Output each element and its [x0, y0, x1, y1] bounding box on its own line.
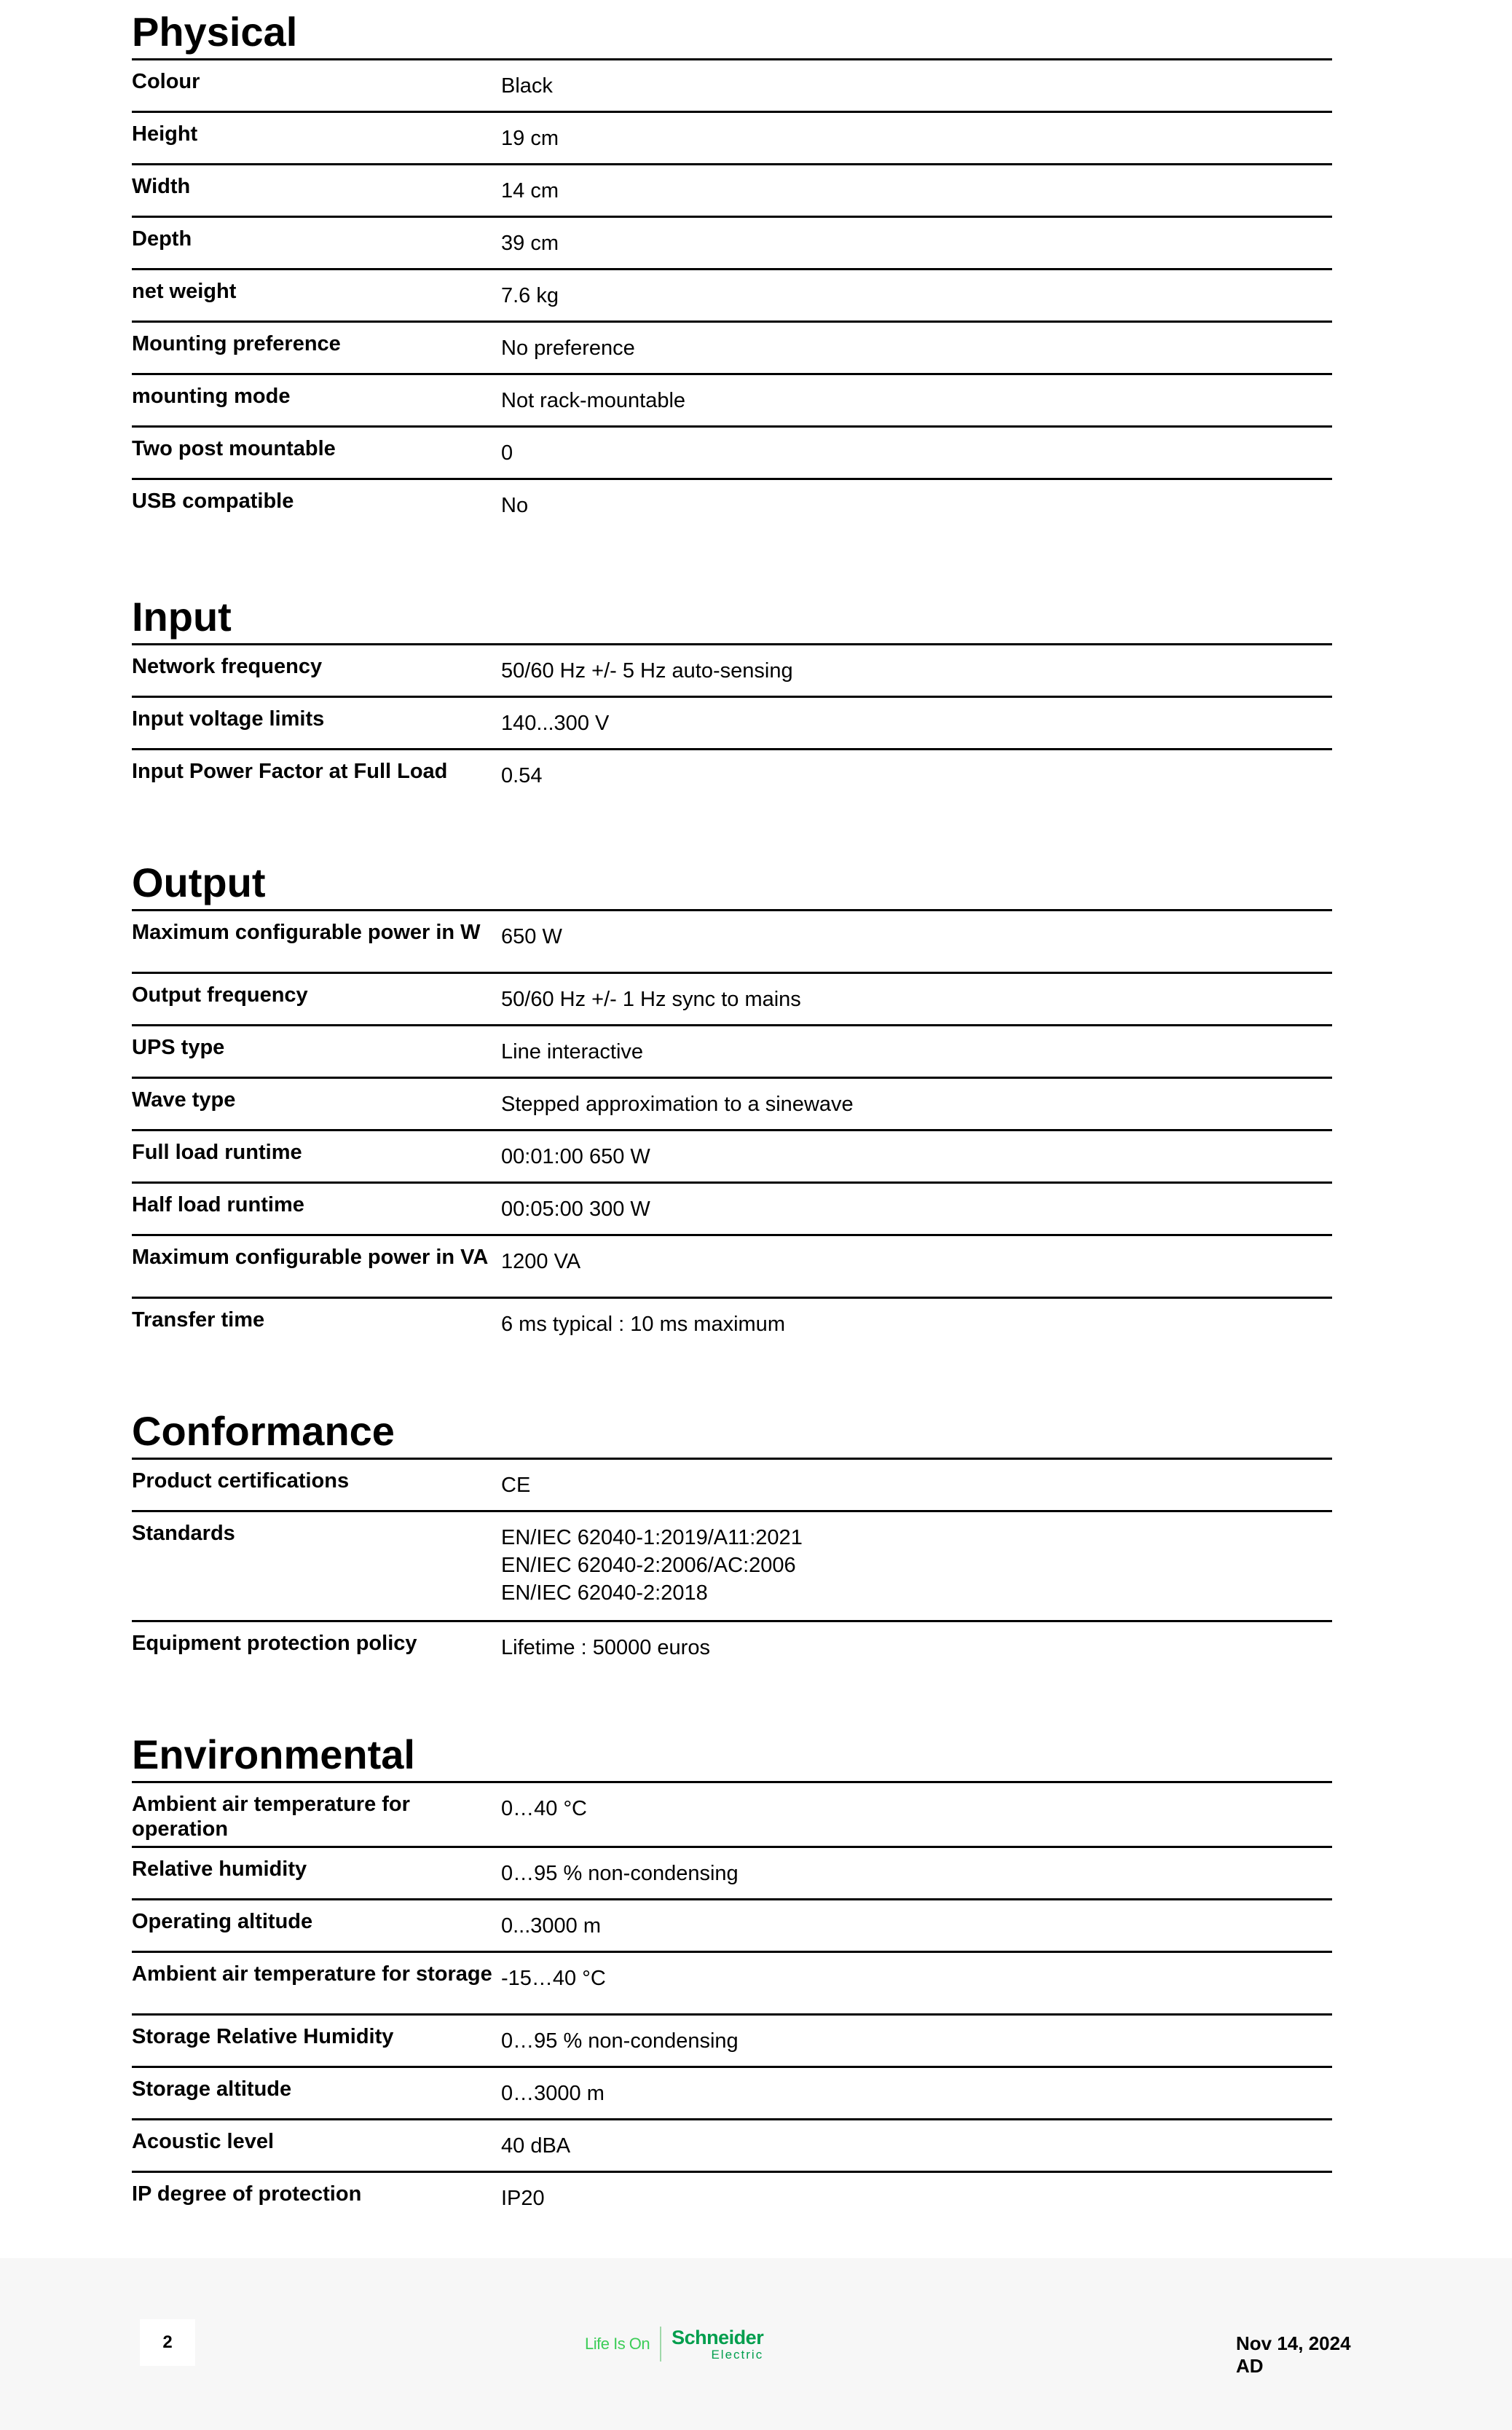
footer-date-block	[1236, 2332, 1351, 2378]
spec-row	[132, 60, 1332, 113]
spec-label: Full load runtime	[132, 1141, 302, 1164]
spec-value: -15…40 °C	[501, 1967, 606, 1990]
spec-value: 00:05:00 300 W	[501, 1198, 650, 1221]
spec-label: Ambient air temperature for storage	[132, 1962, 492, 1986]
spec-value: 0…3000 m	[501, 2082, 605, 2105]
spec-label: USB compatible	[132, 489, 294, 513]
spec-value: 0...3000 m	[501, 1914, 602, 1938]
spec-row	[132, 1026, 1332, 1079]
spec-label: Input voltage limits	[132, 707, 325, 731]
spec-label: Two post mountable	[132, 437, 336, 460]
spec-label: Maximum configurable power in W	[132, 921, 481, 944]
section-spacer	[132, 1675, 1332, 1723]
spec-row	[132, 1900, 1332, 1953]
section-title-input: Input	[132, 585, 1332, 645]
section-spacer	[132, 1351, 1332, 1399]
spec-row	[132, 1783, 1332, 1848]
spec-row	[132, 750, 1332, 803]
spec-value: 40 dBA	[501, 2134, 571, 2158]
spec-row	[132, 1299, 1332, 1351]
spec-value: 0…95 % non-condensing	[501, 2029, 739, 2053]
spec-row	[132, 911, 1332, 974]
spec-row	[132, 2068, 1332, 2120]
spec-label: Product certifications	[132, 1469, 350, 1493]
spec-label: Mounting preference	[132, 332, 341, 355]
spec-value: 50/60 Hz +/- 1 Hz sync to mains	[501, 988, 801, 1011]
spec-value: IP20	[501, 2187, 545, 2210]
spec-label: IP degree of protection	[132, 2182, 362, 2206]
spec-value: CE	[501, 1474, 531, 1497]
spec-value: No	[501, 494, 529, 517]
spec-row	[132, 1622, 1332, 1675]
spec-row	[132, 428, 1332, 480]
spec-value: 0.54	[501, 764, 543, 787]
spec-row	[132, 1131, 1332, 1184]
spec-value: Stepped approximation to a sinewave	[501, 1093, 854, 1116]
spec-value-list	[501, 1512, 1332, 1620]
logo-tagline: Life Is On	[585, 2335, 650, 2353]
standard-item: EN/IEC 62040-2:2006/AC:2006	[501, 1554, 796, 1577]
spec-row	[132, 323, 1332, 375]
logo-brand	[672, 2328, 763, 2361]
spec-row	[132, 1460, 1332, 1512]
spec-row	[132, 1848, 1332, 1900]
spec-value: No preference	[501, 337, 635, 360]
spec-label: Width	[132, 175, 191, 198]
spec-row	[132, 1236, 1332, 1299]
spec-label: net weight	[132, 280, 237, 303]
spec-row	[132, 1079, 1332, 1131]
spec-label: Standards	[132, 1522, 235, 1545]
spec-label: Depth	[132, 227, 192, 251]
spec-label: Relative humidity	[132, 1857, 307, 1881]
spec-value: Lifetime : 50000 euros	[501, 1636, 710, 1659]
spec-row	[132, 218, 1332, 270]
spec-value: 00:01:00 650 W	[501, 1145, 650, 1168]
spec-value: 0…95 % non-condensing	[501, 1862, 739, 1885]
section-input	[132, 585, 1332, 803]
spec-row	[132, 375, 1332, 428]
spec-value: 140...300 V	[501, 712, 610, 735]
logo-brand-subname: Electric	[711, 2347, 764, 2362]
standard-item: EN/IEC 62040-1:2019/A11:2021	[501, 1526, 803, 1549]
page-number: 2	[140, 2319, 195, 2366]
spec-label: Output frequency	[132, 983, 308, 1007]
spec-row	[132, 2173, 1332, 2225]
spec-label: UPS type	[132, 1036, 225, 1059]
spec-row	[132, 645, 1332, 698]
spec-label: Maximum configurable power in VA	[132, 1246, 489, 1269]
spec-label: Transfer time	[132, 1308, 265, 1332]
datasheet-content	[132, 0, 1332, 2225]
spec-label: Height	[132, 122, 198, 146]
footer-author: AD	[1236, 2355, 1264, 2377]
schneider-electric-logo	[585, 2325, 763, 2363]
spec-label: Network frequency	[132, 655, 323, 678]
section-environmental	[132, 1723, 1332, 2225]
section-spacer	[132, 532, 1332, 585]
spec-row	[132, 270, 1332, 323]
spec-row	[132, 1953, 1332, 2016]
spec-label: Storage Relative Humidity	[132, 2025, 394, 2048]
spec-row	[132, 480, 1332, 532]
spec-row	[132, 165, 1332, 218]
logo-divider	[660, 2327, 661, 2362]
spec-value: Black	[501, 74, 553, 98]
spec-value: 14 cm	[501, 179, 559, 202]
section-title-environmental: Environmental	[132, 1723, 1332, 1783]
spec-value: 0	[501, 441, 513, 465]
spec-row	[132, 974, 1332, 1026]
spec-value: 39 cm	[501, 232, 559, 255]
section-output	[132, 851, 1332, 1351]
spec-row	[132, 113, 1332, 165]
spec-label: Acoustic level	[132, 2130, 275, 2153]
footer-date: Nov 14, 2024	[1236, 2332, 1351, 2354]
spec-value: 1200 VA	[501, 1250, 581, 1273]
section-physical	[132, 0, 1332, 532]
spec-value: 650 W	[501, 925, 562, 948]
spec-value: Line interactive	[501, 1040, 644, 1063]
section-title-output: Output	[132, 851, 1332, 911]
section-title-physical: Physical	[132, 0, 1332, 60]
standard-item: EN/IEC 62040-2:2018	[501, 1581, 708, 1605]
spec-label: Equipment protection policy	[132, 1632, 417, 1655]
spec-row	[132, 1184, 1332, 1236]
section-conformance	[132, 1399, 1332, 1675]
spec-value: 50/60 Hz +/- 5 Hz auto-sensing	[501, 659, 793, 683]
spec-row	[132, 1512, 1332, 1622]
spec-label: Half load runtime	[132, 1193, 304, 1216]
spec-value: 19 cm	[501, 127, 559, 150]
spec-row	[132, 2016, 1332, 2068]
spec-label: Storage altitude	[132, 2077, 292, 2101]
section-spacer	[132, 803, 1332, 851]
spec-label: Operating altitude	[132, 1910, 313, 1933]
spec-row	[132, 698, 1332, 750]
spec-value: Not rack-mountable	[501, 389, 686, 412]
spec-label: Colour	[132, 70, 200, 93]
spec-row	[132, 2120, 1332, 2173]
spec-value: 0…40 °C	[501, 1797, 587, 1820]
spec-label: Input Power Factor at Full Load	[132, 760, 448, 783]
spec-label: Ambient air temperature for operation	[132, 1793, 410, 1841]
section-title-conformance: Conformance	[132, 1399, 1332, 1460]
spec-label: Wave type	[132, 1088, 236, 1112]
page-footer	[0, 2258, 1512, 2430]
spec-value: 6 ms typical : 10 ms maximum	[501, 1313, 785, 1336]
spec-value: 7.6 kg	[501, 284, 559, 307]
logo-brand-name: Schneider	[672, 2326, 764, 2348]
spec-label: mounting mode	[132, 385, 291, 408]
